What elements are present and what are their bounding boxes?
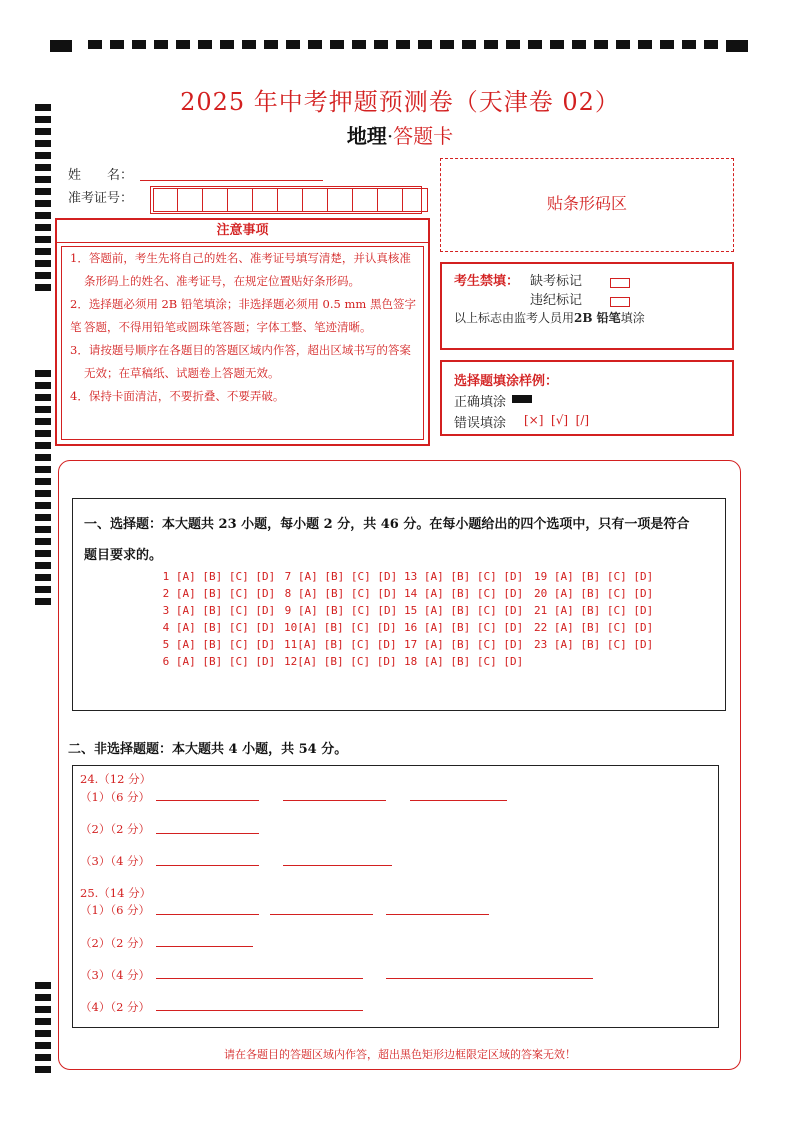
q25-part4-answer-line[interactable] (156, 1010, 363, 1011)
ban-note (454, 309, 645, 326)
name-label: 姓 名： (68, 168, 134, 183)
q24-label: 24.（12 分） (80, 772, 152, 786)
q25-part2-label: （2）（2 分） (80, 936, 151, 950)
q25-part3-answer-line[interactable] (156, 978, 363, 979)
ban-note-pencil: 2B 铅笔 (574, 311, 621, 325)
subtitle-dot: · (386, 124, 394, 148)
page-subtitle (0, 120, 800, 149)
violation-mark-box[interactable] (610, 291, 630, 310)
mc-question[interactable]: 10[A] [B] [C] [D] (284, 621, 397, 634)
id-digit-box[interactable] (178, 188, 203, 212)
mc-question[interactable]: 15 [A] [B] [C] [D] (404, 604, 524, 617)
id-label: 准考证号： (68, 191, 134, 206)
q24-part2-label: （2）（2 分） (80, 822, 151, 836)
id-digit-box[interactable] (228, 188, 253, 212)
sample-title: 选择题填涂样例： (454, 374, 559, 389)
id-digit-box[interactable] (153, 188, 178, 212)
q24-part1-answer-line[interactable] (410, 800, 507, 801)
mc-question[interactable]: 16 [A] [B] [C] [D] (404, 621, 524, 634)
note-line: 条形码上的姓名、准考证号，在规定位置贴好条形码。 (84, 274, 360, 288)
q25-part1-label: （1）（6 分） (80, 903, 151, 917)
correct-fill-sample (512, 395, 532, 403)
mc-question[interactable]: 22 [A] [B] [C] [D] (534, 621, 654, 634)
id-digit-box[interactable] (303, 188, 328, 212)
q25-part1-answer-line[interactable] (386, 914, 489, 915)
mc-question[interactable]: 23 [A] [B] [C] [D] (534, 638, 654, 651)
q25-label: 25.（14 分） (80, 886, 152, 900)
ban-note-text: 以上标志由监考人员用 (454, 311, 575, 325)
notes-heading: 注意事项 (57, 220, 428, 243)
id-digit-box[interactable] (253, 188, 278, 212)
mc-heading-line2: 题目要求的。 (84, 548, 163, 563)
mc-question[interactable]: 6 [A] [B] [C] [D] (156, 655, 276, 668)
footer-warning: 请在各题目的答题区域内作答，超出黑色矩形边框限定区域的答案无效！ (224, 1048, 576, 1061)
mc-question[interactable]: 8 [A] [B] [C] [D] (278, 587, 398, 600)
q24-part3-label: （3）（4 分） (80, 854, 151, 868)
mc-question[interactable]: 13 [A] [B] [C] [D] (404, 570, 524, 583)
invigilator-box (440, 262, 734, 350)
card-label: 答题卡 (393, 124, 454, 148)
mc-question[interactable]: 3 [A] [B] [C] [D] (156, 604, 276, 617)
non-mc-heading: 二、非选择题题：本大题共 4 小题，共 54 分。 (68, 742, 348, 757)
id-digit-box[interactable] (403, 188, 428, 212)
absent-label: 缺考标记 (530, 274, 583, 289)
mc-question[interactable]: 17 [A] [B] [C] [D] (404, 638, 524, 651)
correct-label: 正确填涂 (454, 395, 507, 410)
name-field[interactable] (140, 180, 323, 181)
note-line: 4．保持卡面清洁，不要折叠、不要弄破。 (70, 389, 285, 403)
note-line: 3．请按题号顺序在各题目的答题区域内作答，超出区域书写的答案 (70, 343, 411, 357)
id-digit-box[interactable] (203, 188, 228, 212)
mc-question[interactable]: 11[A] [B] [C] [D] (284, 638, 397, 651)
q24-part1-answer-line[interactable] (283, 800, 386, 801)
wrong-fill-samples: [×] [√] [/] (524, 413, 590, 427)
q25-part2-answer-line[interactable] (156, 946, 253, 947)
id-digit-box[interactable] (353, 188, 378, 212)
mc-question[interactable]: 18 [A] [B] [C] [D] (404, 655, 524, 668)
page-title: 2025 年中考押题预测卷（天津卷 02） (180, 88, 620, 116)
ban-note-end: 填涂 (620, 311, 645, 325)
q25-part1-answer-line[interactable] (270, 914, 373, 915)
mc-question[interactable]: 5 [A] [B] [C] [D] (156, 638, 276, 651)
q25-part3-answer-line[interactable] (386, 978, 593, 979)
id-digit-box[interactable] (278, 188, 303, 212)
fill-sample-box (440, 360, 734, 436)
mc-question[interactable]: 20 [A] [B] [C] [D] (534, 587, 654, 600)
q24-part1-answer-line[interactable] (156, 800, 259, 801)
q24-part3-answer-line[interactable] (156, 865, 259, 866)
q25-part1-answer-line[interactable] (156, 914, 259, 915)
ban-label: 考生禁填： (454, 274, 520, 289)
wrong-label: 错误填涂 (454, 416, 507, 431)
notes-box (55, 218, 430, 446)
notes-inner (61, 246, 424, 440)
mc-question[interactable]: 1 [A] [B] [C] [D] (156, 570, 276, 583)
q25-part4-label: （4）（2 分） (80, 1000, 151, 1014)
note-line: 无效；在草稿纸、试题卷上答题无效。 (84, 366, 280, 380)
note-line: 2．选择题必须用 2B 铅笔填涂；非选择题必须用 0.5 mm 黑色签字笔 (70, 297, 416, 334)
q24-part3-answer-line[interactable] (283, 865, 392, 866)
open-answer-box (72, 765, 719, 1028)
id-digit-box[interactable] (328, 188, 353, 212)
mc-question[interactable]: 7 [A] [B] [C] [D] (278, 570, 398, 583)
id-digit-box[interactable] (378, 188, 403, 212)
mc-heading-line1: 一、选择题：本大题共 23 小题，每小题 2 分，共 46 分。在每小题给出的四个选项中，只有一项是符合 (84, 517, 690, 532)
mc-question[interactable]: 4 [A] [B] [C] [D] (156, 621, 276, 634)
mc-question[interactable]: 21 [A] [B] [C] [D] (534, 604, 654, 617)
note-line: 答题，不得用铅笔或圆珠笔答题；字体工整、笔迹清晰。 (84, 320, 372, 334)
mc-question[interactable]: 9 [A] [B] [C] [D] (278, 604, 398, 617)
barcode-area[interactable]: 贴条形码区 (440, 158, 734, 252)
note-line: 1．答题前，考生先将自己的姓名、准考证号填写清楚，并认真核准 (70, 251, 411, 265)
subject-label: 地理 (346, 124, 387, 148)
mc-question[interactable]: 12[A] [B] [C] [D] (284, 655, 397, 668)
mc-question[interactable]: 14 [A] [B] [C] [D] (404, 587, 524, 600)
q25-part3-label: （3）（4 分） (80, 968, 151, 982)
mc-question[interactable]: 19 [A] [B] [C] [D] (534, 570, 654, 583)
violation-label: 违纪标记 (530, 293, 583, 308)
q24-part1-label: （1）（6 分） (80, 790, 151, 804)
mc-question[interactable]: 2 [A] [B] [C] [D] (156, 587, 276, 600)
absent-mark-box[interactable] (610, 272, 630, 291)
id-number-boxes (153, 188, 428, 212)
q24-part2-answer-line[interactable] (156, 833, 259, 834)
